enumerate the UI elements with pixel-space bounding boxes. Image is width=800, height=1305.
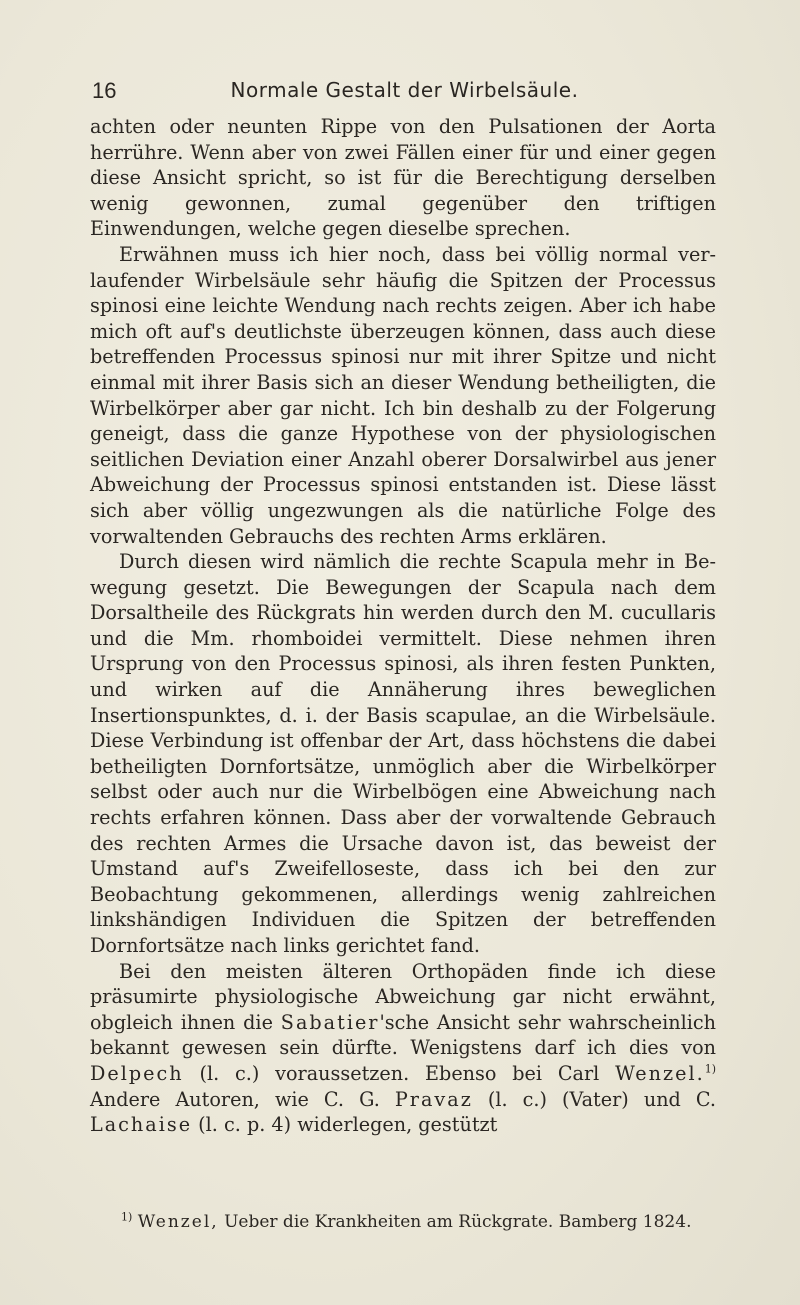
text-run: 'sche Ansicht sehr wahrscheinlich bekannt gewesen sein dürfte. Wenigstens darf ich dies von [90,1010,716,1060]
paragraph: achten oder neunten Rippe von den Pulsationen der Aorta herrühre. Wenn aber von zwei Fällen einer für und einer gegen diese Ansicht spricht, so ist für die Berechtigung derselben wenig gewonnen, zumal gegenüber den triftigen Einwendungen, welche gegen dieselbe sprechen. [90,115,716,241]
paragraph: Durch diesen wird nämlich die rechte Scapula mehr in Bewegung gesetzt. Die Bewegungen der Scapula nach dem Dorsaltheile des Rückgrats hin werden durch den M. cucullaris und die Mm. rhomboidei vermittelt. Diese nehmen ihren Ursprung von den Processus spinosi, als ihren festen Punkten, und wirken auf die Annäherung ihres beweglichen Insertionspunktes, d. i. der Basis scapulae, an die Wirbelsäule. Diese Verbindung ist offenbar der Art, dass höchstens die dabei betheiligten Dornfortsätze, unmöglich aber die Wirbelkörper selbst oder auch nur die Wirbelbögen eine Abweichung nach rechts erfahren können. Dass aber der vorwaltende Gebrauch des rechten Armes die Ursache davon ist, das beweist der Umstand auf's Zweifelloseste, dass ich bei den zur Beobachtung gekommenen, allerdings wenig zahlreichen linkshändigen Individuen die Spitzen der betreffenden Dornfortsätze nach links gerichtet fand. [90,550,716,957]
author-name: Lachaise [90,1113,193,1137]
text-run: (l. c. p. 4) widerlegen, gestützt [192,1113,498,1137]
footnote [121,1212,716,1232]
footnote-marker: 1) [121,1210,133,1224]
author-name: Delpech [90,1061,184,1085]
text-run: Andere Autoren, wie C. G. [90,1087,395,1111]
text-run: (l. c.) voraussetzen. Ebenso bei Carl [183,1061,616,1085]
page-header [92,78,717,112]
footnote-reference: 1) [704,1062,716,1076]
page-number: 16 [92,78,117,103]
paragraph: Erwähnen muss ich hier noch, dass bei völlig normal verlaufender Wirbelsäule sehr häufig die Spitzen der Processus spinosi eine leichte Wendung nach rechts zeigen. Aber ich habe mich oft auf's deutlichste überzeugen können, dass auch diese betreffenden Processus spinosi nur mit ihrer Spitze und nicht einmal mit ihrer Basis sich an dieser Wendung betheiligten, die Wirbelkörper aber gar nicht. Ich bin deshalb zu der Folgerung geneigt, dass die ganze Hypothese von der physiologischen seitlichen Deviation einer Anzahl oberer Dorsalwirbel aus jener Abweichung der Processus spinosi entstanden ist. Diese lässt sich aber völlig ungezwungen als die natürliche Folge des vorwaltenden Gebrauchs des rechten Arms erklären. [90,242,716,548]
paragraph [90,959,716,1138]
author-name: Sabatier [280,1010,380,1034]
footnote-text: Ueber die Krankheiten am Rückgrate. Bamberg 1824. [218,1212,692,1232]
footnote-author: Wenzel, [137,1212,219,1232]
author-name: Wenzel. [615,1061,705,1085]
running-title: Normale Gestalt der Wirbelsäule. [230,78,579,102]
author-name: Pravaz [394,1087,473,1111]
text-run: (l. c.) (Vater) und C. [472,1087,716,1111]
text-run: Bei den meisten älteren Orthopäden finde ich diese präsumirte physiologische Abweichung gar nicht erwähnt, obgleich ihnen die [90,959,716,1034]
body-text [90,114,716,1138]
